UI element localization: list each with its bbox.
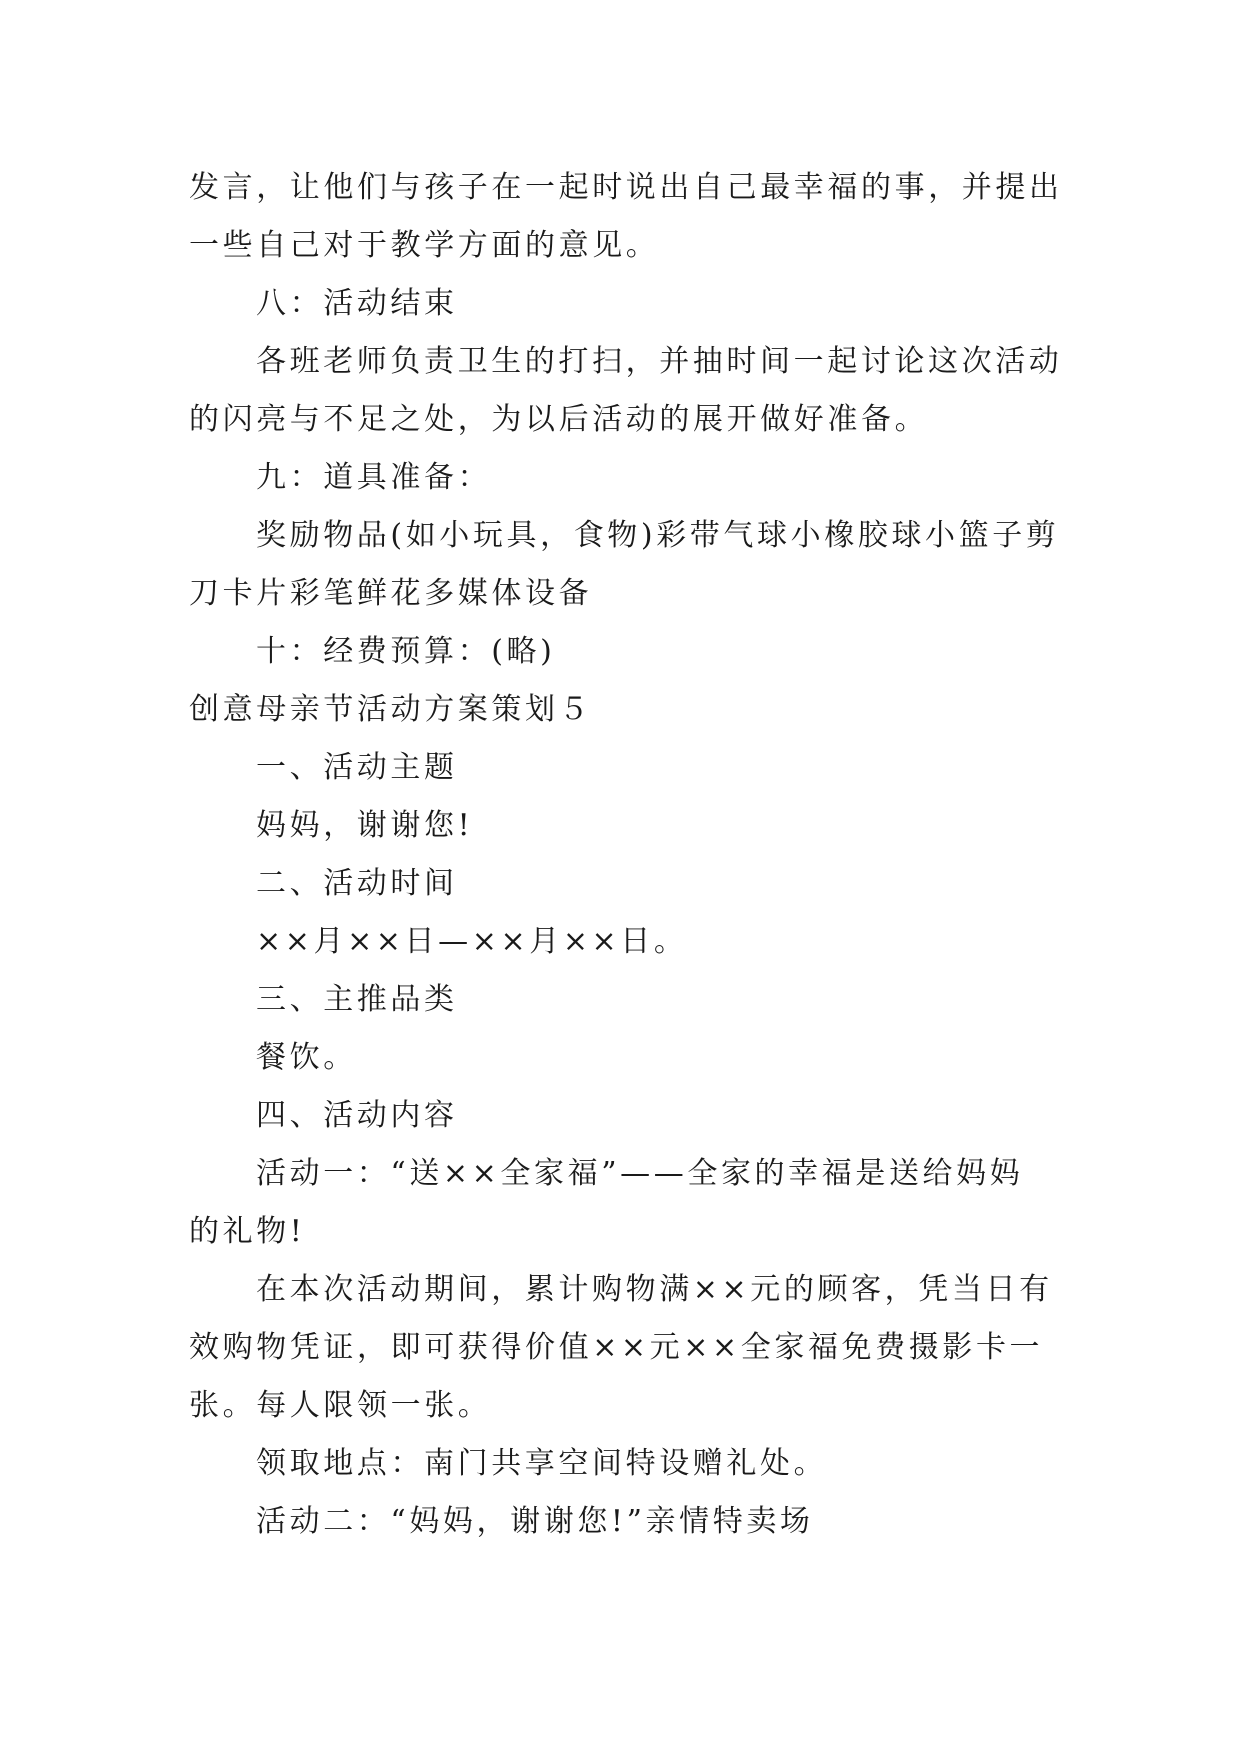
- text-line: 张。每人限领一张。: [189, 1388, 492, 1423]
- text-line: 的礼物!: [189, 1214, 306, 1249]
- text-line: 发言，让他们与孩子在一起时说出自己最幸福的事，并提出: [189, 170, 1063, 205]
- text-line: 领取地点：南门共享空间特设赠礼处。: [256, 1446, 828, 1481]
- text-line: 餐饮。: [256, 1040, 357, 1075]
- document-title: 创意母亲节活动方案策划５: [189, 692, 593, 727]
- text-line: 的闪亮与不足之处，为以后活动的展开做好准备。: [189, 402, 929, 437]
- text-line: 在本次活动期间，累计购物满××元的顾客，凭当日有: [256, 1272, 1053, 1307]
- text-line: 一些自己对于教学方面的意见。: [189, 228, 660, 263]
- section-heading: 四、活动内容: [256, 1098, 458, 1133]
- section-heading: 三、主推品类: [256, 982, 458, 1017]
- text-line: 活动一：“送××全家福”——全家的幸福是送给妈妈: [256, 1156, 1024, 1191]
- section-heading: 九：道具准备：: [256, 460, 492, 495]
- text-line: 刀卡片彩笔鲜花多媒体设备: [189, 576, 593, 611]
- text-line: ××月××日—××月××日。: [256, 924, 688, 959]
- section-heading: 八：活动结束: [256, 286, 458, 321]
- text-line: 活动二：“妈妈，谢谢您!”亲情特卖场: [256, 1504, 814, 1539]
- section-heading: 一、活动主题: [256, 750, 458, 785]
- text-line: 效购物凭证，即可获得价值××元××全家福免费摄影卡一: [189, 1330, 1044, 1365]
- text-line: 奖励物品(如小玩具，食物)彩带气球小橡胶球小篮子剪: [256, 518, 1060, 553]
- text-line: 各班老师负责卫生的打扫，并抽时间一起讨论这次活动: [256, 344, 1063, 379]
- text-line: 妈妈，谢谢您!: [256, 808, 474, 843]
- section-heading: 二、活动时间: [256, 866, 458, 901]
- section-heading: 十：经费预算：(略): [256, 634, 556, 669]
